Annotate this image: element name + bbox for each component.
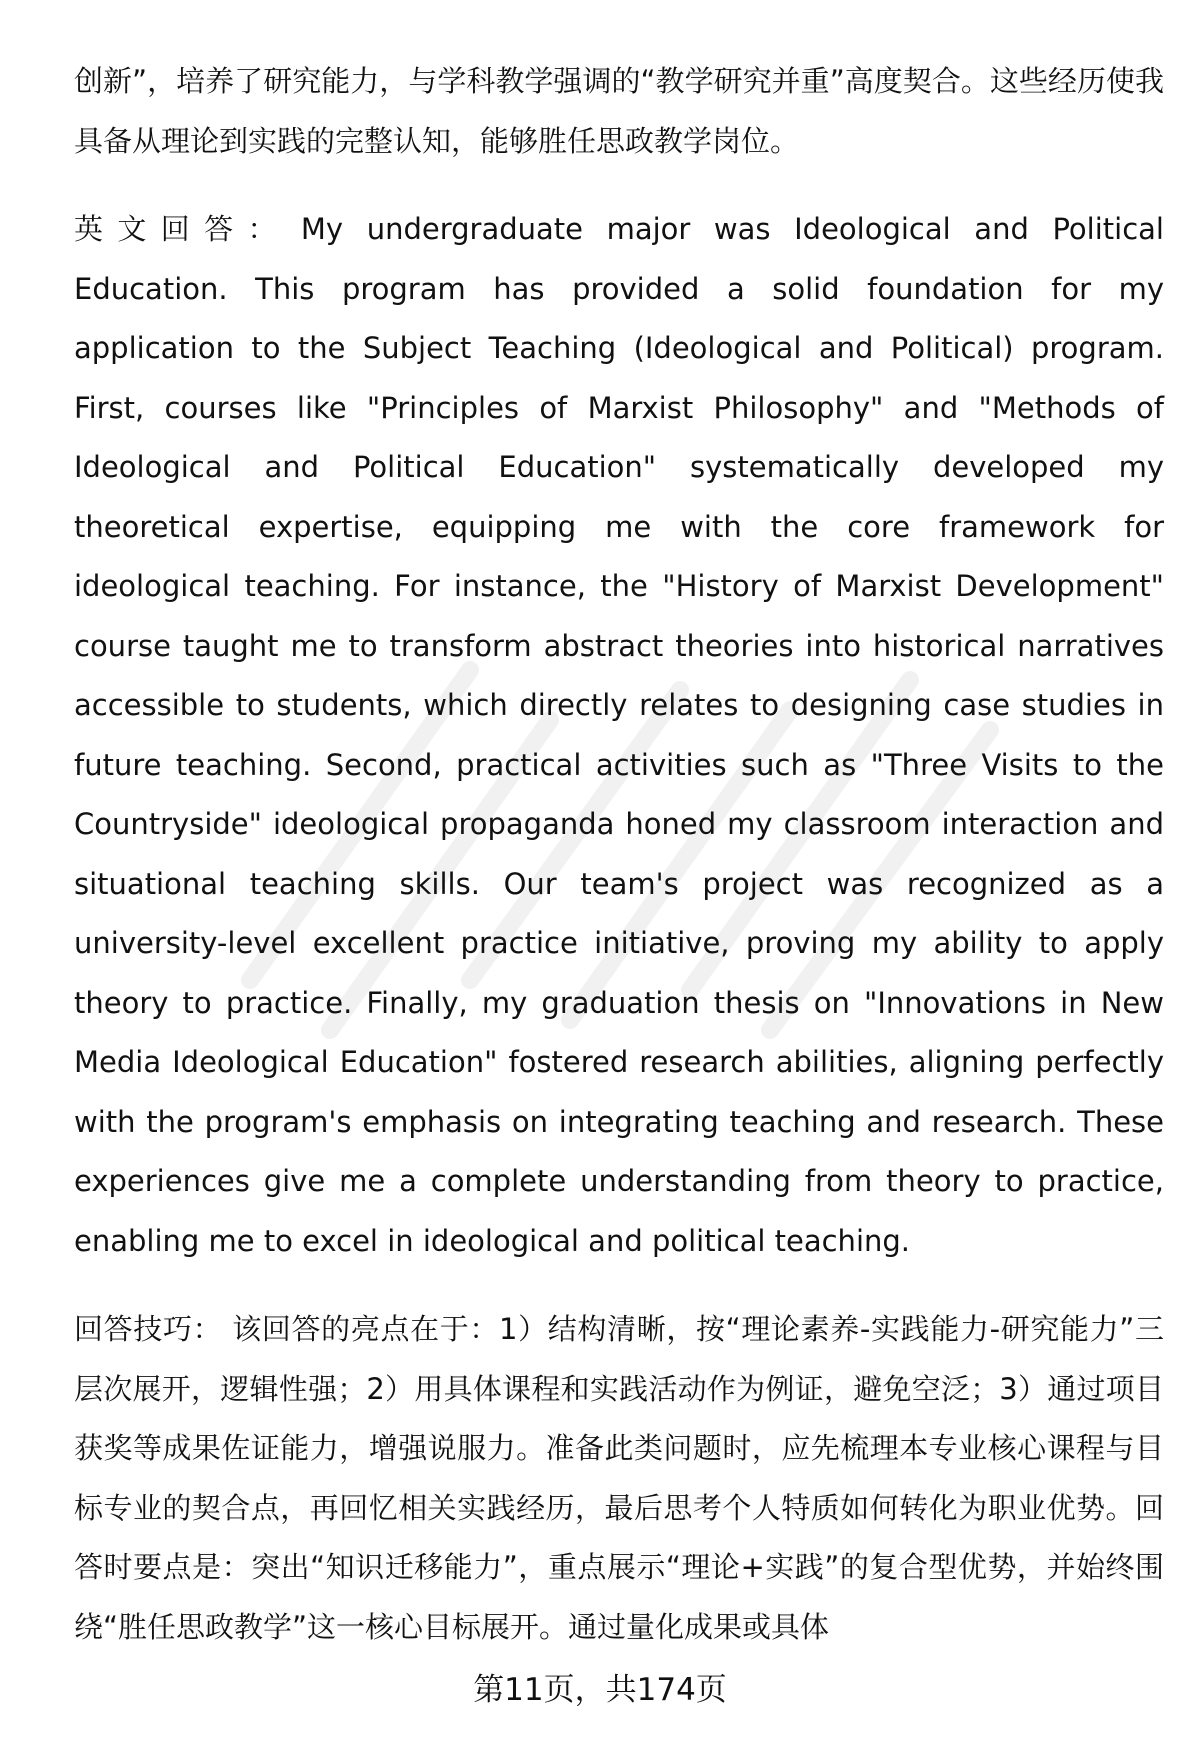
document-body bbox=[74, 52, 1164, 1686]
page-number-footer: 第11页，共174页 bbox=[473, 1672, 727, 1708]
paragraph-english-answer bbox=[74, 200, 1164, 1271]
paragraph-label: 英文回答： bbox=[74, 212, 291, 246]
paragraph-answer-tips bbox=[74, 1300, 1164, 1657]
paragraph-text: 创新”，培养了研究能力，与学科教学强调的“教学研究并重”高度契合。这些经历使我具备从理论到实践的完整认知，能够胜任思政教学岗位。 bbox=[74, 64, 1164, 158]
paragraph-text: My undergraduate major was Ideological and Political Education. This program has provided a solid foundation for my application to the Subject Teaching (Ideological and Political) program. First, courses like "Principles of Marxist Philosophy" and "Methods of Ideological and Political Education" systematically developed my theoretical expertise, equipping me with the core framework for ideological teaching. For instance, the "History of Marxist Development" course taught me to transform abstract theories into historical narratives accessible to students, which directly relates to designing case studies in future teaching. Second, practical activities such as "Three Visits to the Countryside" ideological propaganda honed my classroom interaction and situational teaching skills. Our team's project was recognized as a university-level excellent practice initiative, proving my ability to apply theory to practice. Finally, my graduation thesis on "Innovations in New Media Ideological Education" fostered research abilities, aligning perfectly with the program's emphasis on integrating teaching and research. These experiences give me a complete understanding from theory to practice, enabling me to excel in ideological and political teaching. bbox=[74, 212, 1164, 1258]
paragraph-text: 该回答的亮点在于：1）结构清晰，按“理论素养-实践能力-研究能力”三层次展开，逻辑性强；2）用具体课程和实践活动作为例证，避免空泛；3）通过项目获奖等成果佐证能力，增强说服力。准备此类问题时，应先梳理本专业核心课程与目标专业的契合点，再回忆相关实践经历，最后思考个人特质如何转化为职业优势。回答时要点是：突出“知识迁移能力”，重点展示“理论+实践”的复合型优势，并始终围绕“胜任思政教学”这一核心目标展开。通过量化成果或具体 bbox=[74, 1312, 1164, 1644]
paragraph-label: 回答技巧： bbox=[74, 1312, 223, 1346]
paragraph-continuation bbox=[74, 52, 1164, 171]
